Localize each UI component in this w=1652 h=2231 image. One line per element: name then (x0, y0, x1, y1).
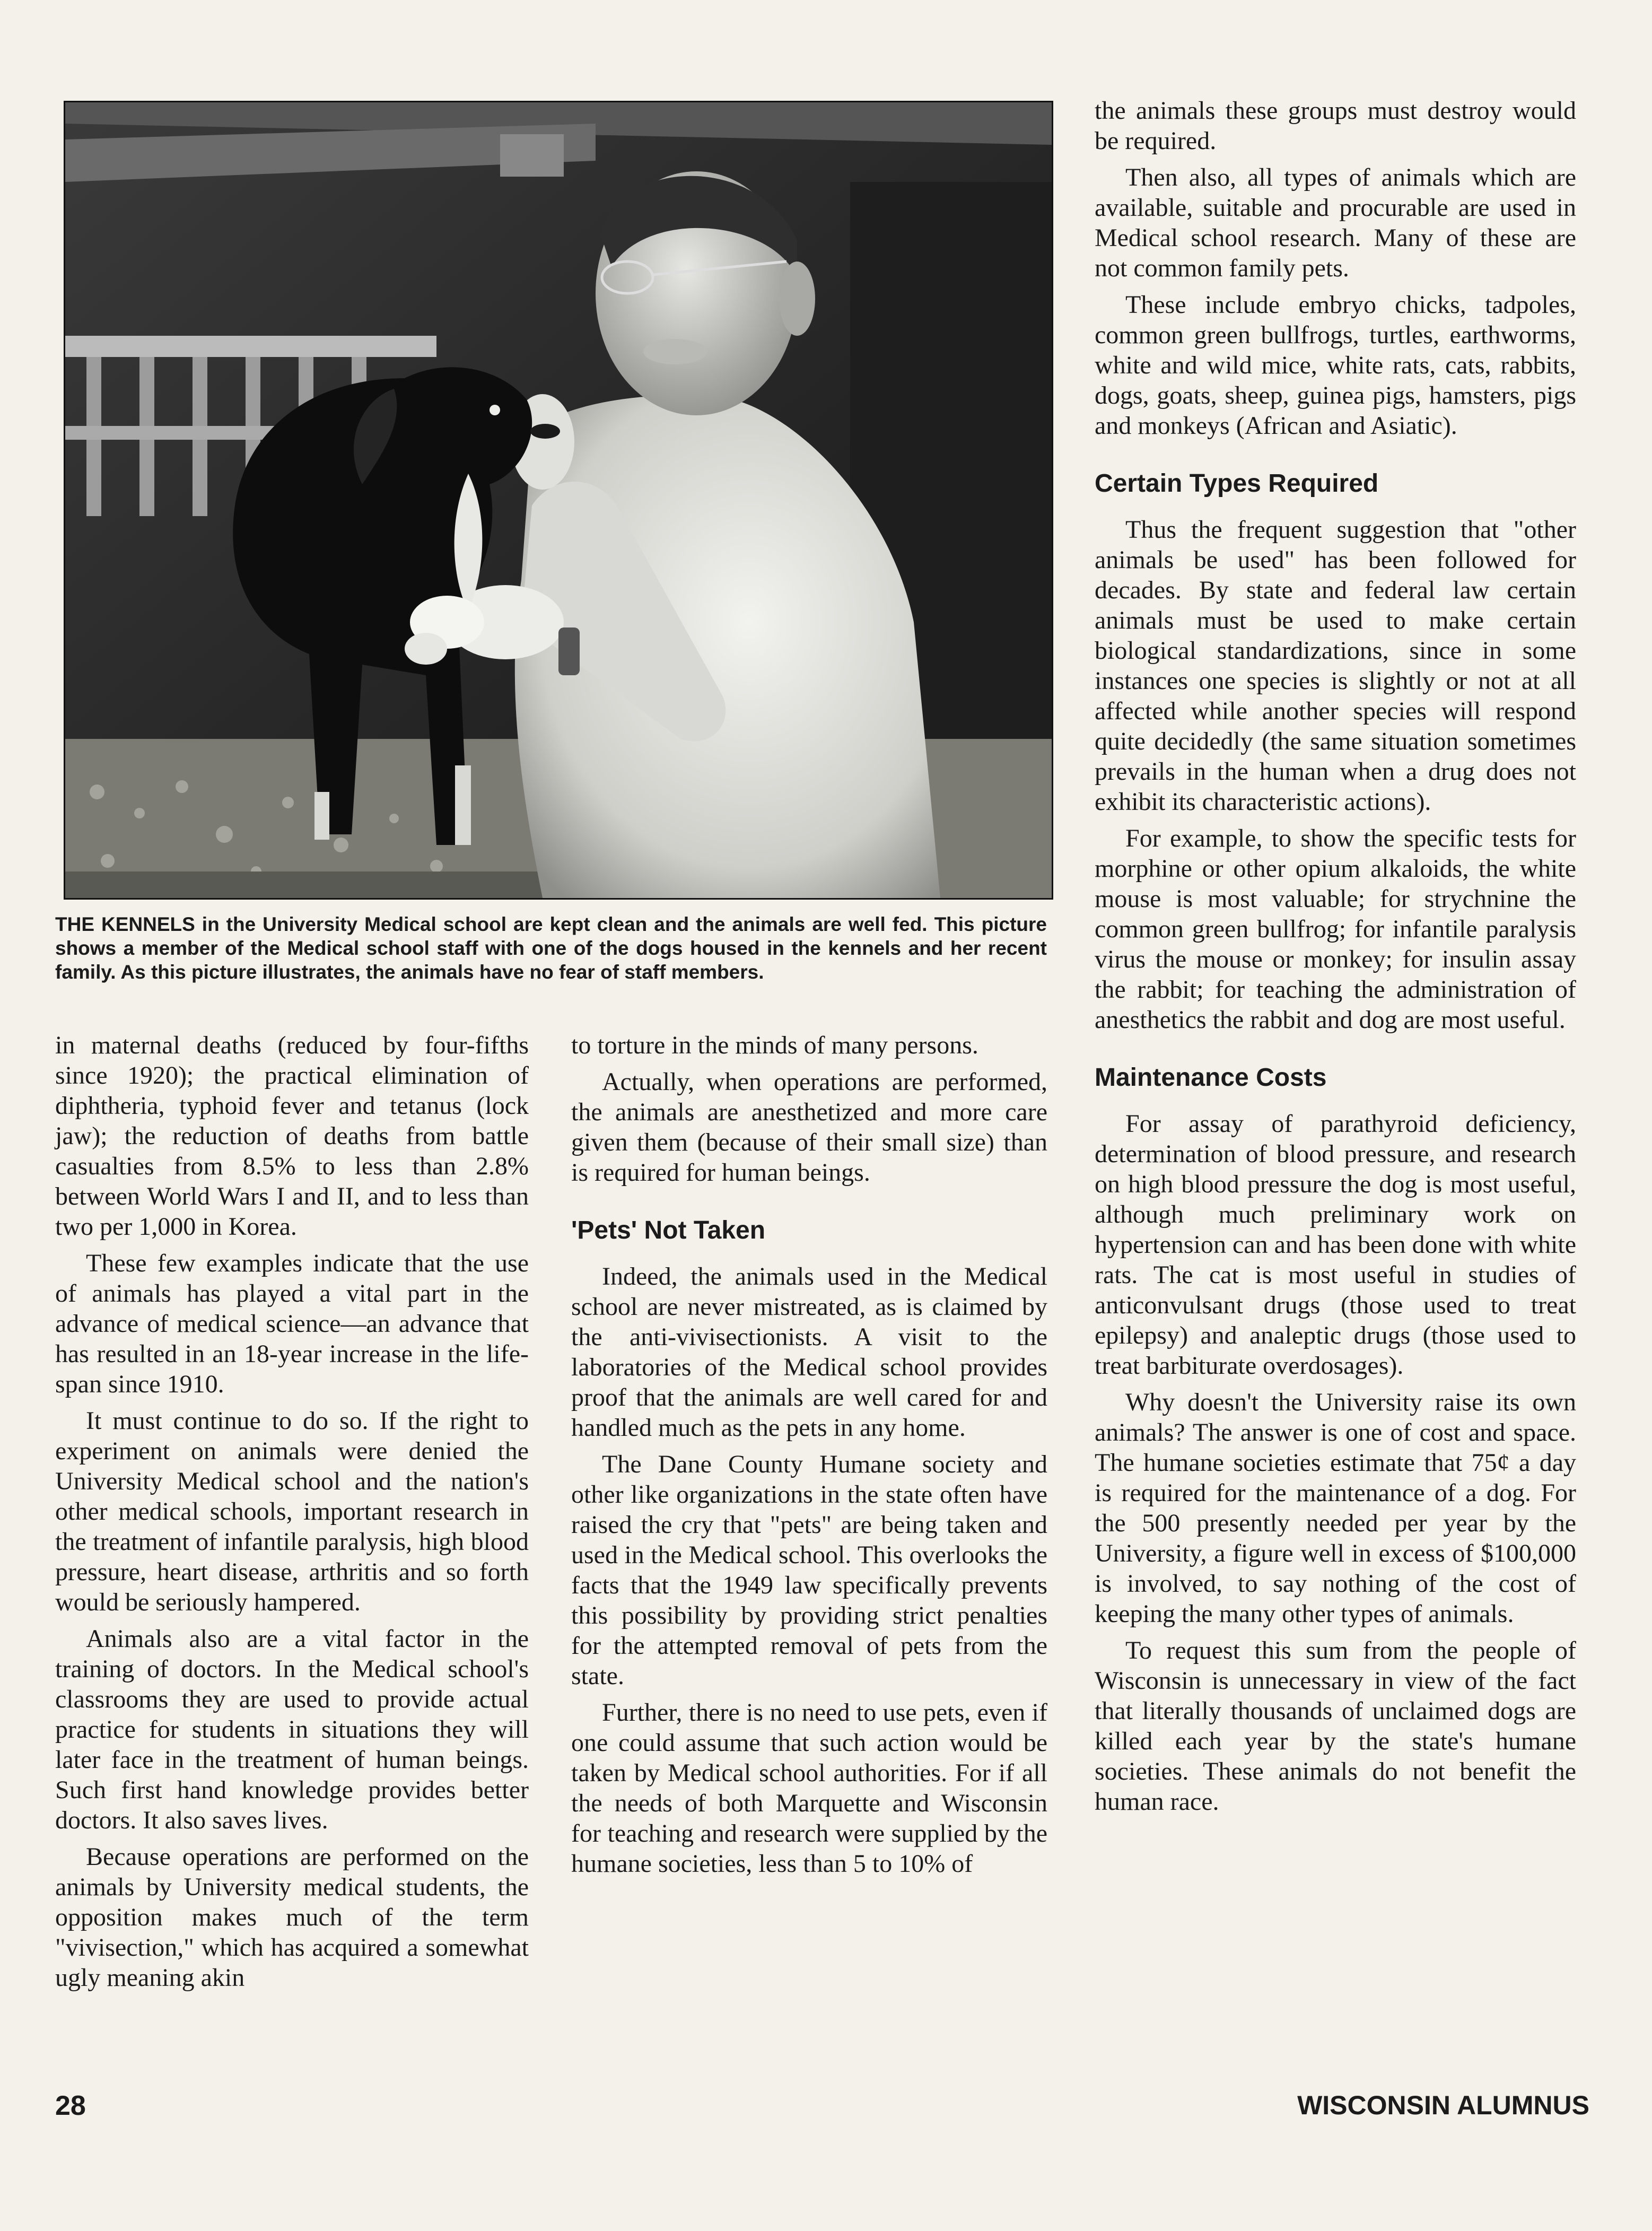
section-heading: 'Pets' Not Taken (571, 1216, 766, 1244)
paragraph: These few examples indicate that the use of animals has played a vital part in the advance of medical science—an advance that has resulted in an 18-year increase in the life-span since 1910. (55, 1249, 529, 1398)
paragraph: Further, there is no need to use pets, even if one could assume that such action would be taken by Medical school authorities. For if all the needs of both Marquette and Wisconsin for teaching and research were supplied by the humane societies, less than 5 to 10% of (571, 1698, 1047, 1878)
paragraph: Thus the frequent suggestion that "other animals be used" has been followed for decades. By state and federal law certain animals must be used to make certain biological standardizations, since in some instances one species is slightly or not at all affected while another species will respond quite decidedly (the same situation sometimes prevails in the human when a drug does not exhibit its characteristic actions). (1095, 516, 1576, 816)
paragraph: to torture in the minds of many persons. (571, 1031, 978, 1059)
column-3 (1095, 95, 1576, 1823)
paragraph: Then also, all types of animals which are available, suitable and procurable are used in Medical school research. Many of these are not common family pets. (1095, 163, 1576, 282)
photo-caption: THE KENNELS in the University Medical school are kept clean and the animals are well fed. This picture shows a member of the Medical school staff with one of the dogs housed in the kennels and her recent family. As this picture illustrates, the animals have no fear of staff members. (55, 913, 1047, 983)
paragraph: Actually, when operations are performed, the animals are anesthetized and more care given them (because of their small size) than is required for human beings. (571, 1068, 1047, 1187)
paragraph: These include embryo chicks, tadpoles, common green bullfrogs, turtles, earthworms, white and wild mice, white rats, cats, rabbits, dogs, goats, sheep, guinea pigs, hamsters, pigs and monkeys (African and Asiatic). (1095, 291, 1576, 440)
paragraph: For example, to show the specific tests for morphine or other opium alkaloids, the white mouse is most valuable; for strychnine the common green bullfrog; for infantile paralysis virus the mouse or monkey; for insulin assay the rabbit; for teaching the administration of anesthetics the rabbit and dog are most useful. (1095, 824, 1576, 1034)
section-heading: Maintenance Costs (1095, 1064, 1327, 1092)
paragraph: For assay of parathyroid deficiency, determination of blood pressure, and research on high blood pressure the dog is most useful, although much preliminary work on hypertension can and has been done with white rats. The cat is most useful in studies of anticonvulsant drugs (those used to treat epilepsy) and analeptic drugs (those used to treat barbiturate overdosages). (1095, 1110, 1576, 1380)
photo-man-with-dog-icon (65, 102, 1052, 898)
paragraph: the animals these groups must destroy would be required. (1095, 97, 1576, 155)
paragraph: Because operations are performed on the animals by University medical students, the opposition makes much of the term "vivisection," which has acquired a somewhat ugly meaning akin (55, 1843, 529, 1992)
section-heading: Certain Types Required (1095, 469, 1379, 498)
paragraph: Why doesn't the University raise its own animals? The answer is one of cost and space. The humane societies estimate that 75¢ a day is required for the maintenance of a dog. For the 500 presently needed per year by the University, a figure well in excess of $100,000 is involved, to say nothing of the cost of keeping the many other types of animals. (1095, 1388, 1576, 1628)
paragraph: Animals also are a vital factor in the training of doctors. In the Medical school's classrooms they are used to provide actual practice for students in situations they will later face in the treatment of human beings. Such first hand knowledge provides better doctors. It also saves lives. (55, 1625, 529, 1834)
paragraph: To request this sum from the people of Wisconsin is unnecessary in view of the fact that literally thousands of unclaimed dogs are killed each year by the state's humane societies. These animals do not benefit the human race. (1095, 1636, 1576, 1816)
column-1 (55, 1030, 529, 1999)
column-2 (571, 1030, 1047, 1885)
paragraph: The Dane County Humane society and other like organizations in the state often have raised the cry that "pets" are being taken and used in the Medical school. This overlooks the facts that the 1949 law specifically prevents this possibility by providing strict penalties for the attempted removal of pets from the state. (571, 1450, 1047, 1690)
paragraph: in maternal deaths (reduced by four-fifths since 1920); the practical elimination of diphtheria, typhoid fever and tetanus (lock jaw); the reduction of deaths from battle casualties from 8.5% to less than 2.8% between World Wars I and II, and to less than two per 1,000 in Korea. (55, 1031, 529, 1241)
kennel-photo (64, 101, 1053, 900)
magazine-name: WISCONSIN ALUMNUS (1297, 2090, 1589, 2120)
page-number: 28 (55, 2090, 86, 2121)
paragraph: Indeed, the animals used in the Medical school are never mistreated, as is claimed by the anti-vivisectionists. A visit to the laboratories of the Medical school provides proof that the animals are well cared for and handled much as the pets in any home. (571, 1262, 1047, 1442)
paragraph: It must continue to do so. If the right to experiment on animals were denied the University Medical school and the nation's other medical schools, important research in the treatment of infantile paralysis, high blood pressure, heart disease, arthritis and so forth would be seriously hampered. (55, 1407, 529, 1616)
